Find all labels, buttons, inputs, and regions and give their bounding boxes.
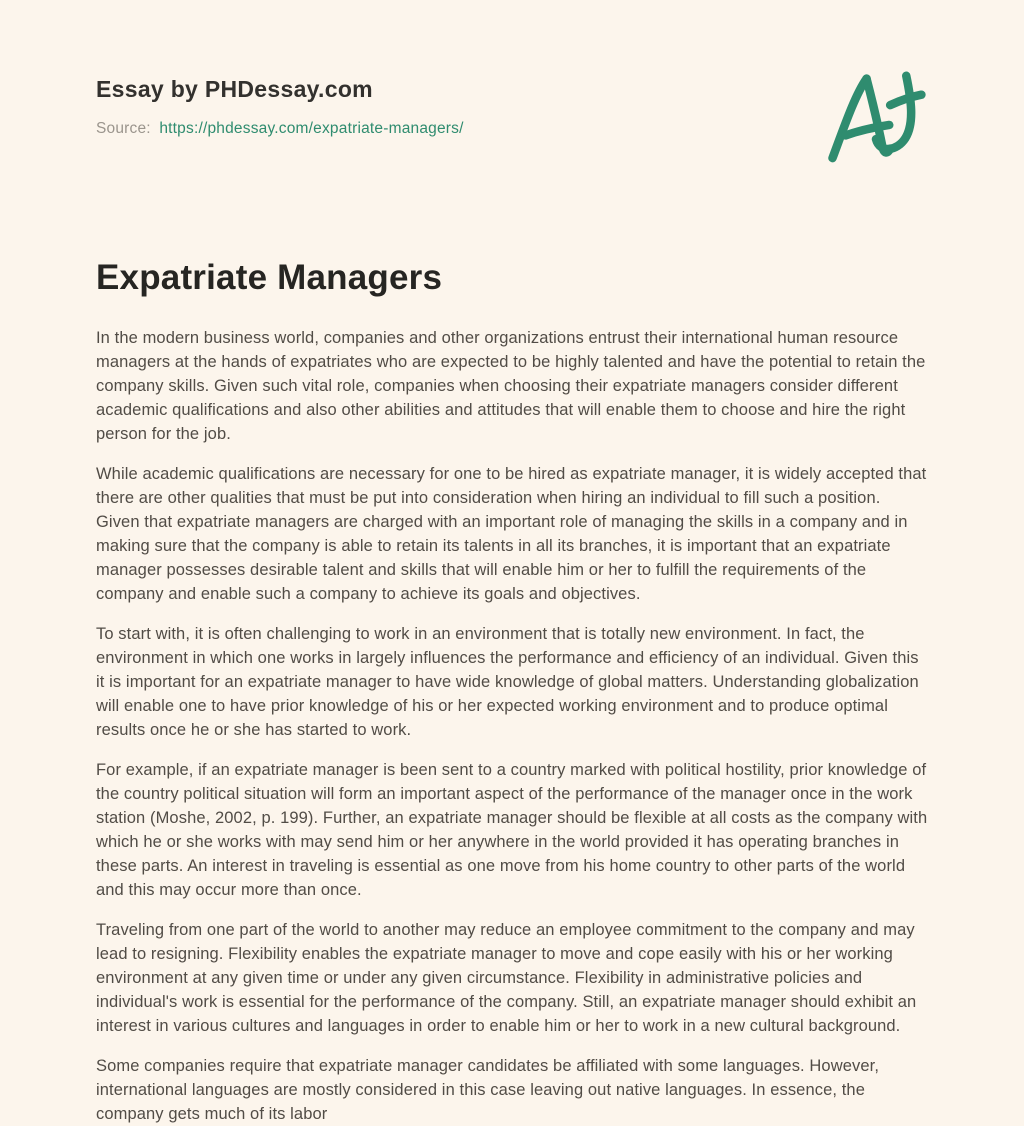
essay-paragraph: To start with, it is often challenging to work in an environment that is totally new environment. In fact, the environment in which one works in largely influences the performance and efficiency of an individual. Given this it is important for an expatriate manager to have wide knowledge of global matters. Understanding globalization will enable one to have prior knowledge of his or her expected working environment and to produce optimal results once he or she has started to work. xyxy=(96,625,919,739)
source-link[interactable]: https://phdessay.com/expatriate-managers/ xyxy=(159,120,464,137)
source-label: Source: xyxy=(96,120,151,137)
source-line xyxy=(96,120,464,138)
byline-heading: Essay by PHDessay.com xyxy=(96,76,373,102)
essay-page xyxy=(96,0,928,1126)
page-title: Expatriate Managers xyxy=(96,258,443,297)
essay-paragraph: In the modern business world, companies and other organizations entrust their international human resource managers at the hands of expatriates who are expected to be highly talented and have the potential to retain the company skills. Given such vital role, companies when choosing their expatriate managers consider different academic qualifications and also other abilities and attitudes that will enable them to choose and hire the right person for the job. xyxy=(96,329,926,443)
essay-paragraph: Traveling from one part of the world to another may reduce an employee commitment to the company and may lead to resigning. Flexibility enables the expatriate manager to move and cope easily with his or her working environment at any given time or under any given circumstance. Flexibility in administrative policies and individual's work is essential for the performance of the company. Still, an expatriate manager should exhibit an interest in various cultures and languages in order to enable him or her to work in a new cultural background. xyxy=(96,921,917,1035)
essay-paragraph: For example, if an expatriate manager is been sent to a country marked with political hostility, prior knowledge of the country political situation will form an important aspect of the performance of the manager once in the work station (Moshe, 2002, p. 199). Further, an expatriate manager should be flexible at all costs as the company with which he or she works with may send him or her anywhere in the world provided it has operating branches in these parts. An interest in traveling is essential as one move from his home country to other parts of the world and this may occur more than once. xyxy=(96,761,928,899)
essay-paragraph: While academic qualifications are necessary for one to be hired as expatriate manager, it is widely accepted that there are other qualities that must be put into consideration when hiring an individual to fill such a position. Given that expatriate managers are charged with an important role of managing the skills in a company and in making sure that the company is able to retain its talents in all its branches, it is important that an expatriate manager possesses desirable talent and skills that will enable him or her to fulfill the requirements of the company and enable such a company to achieve its goals and objectives. xyxy=(96,465,927,603)
header-text-block xyxy=(96,72,464,138)
a-plus-logo-icon xyxy=(824,66,928,166)
page-header xyxy=(96,72,928,166)
essay-paragraph: Some companies require that expatriate manager candidates be affiliated with some languages. However, international languages are mostly considered in this case leaving out native languages. In essence, the company gets much of its labor xyxy=(96,1057,879,1123)
essay-body xyxy=(96,326,928,1126)
